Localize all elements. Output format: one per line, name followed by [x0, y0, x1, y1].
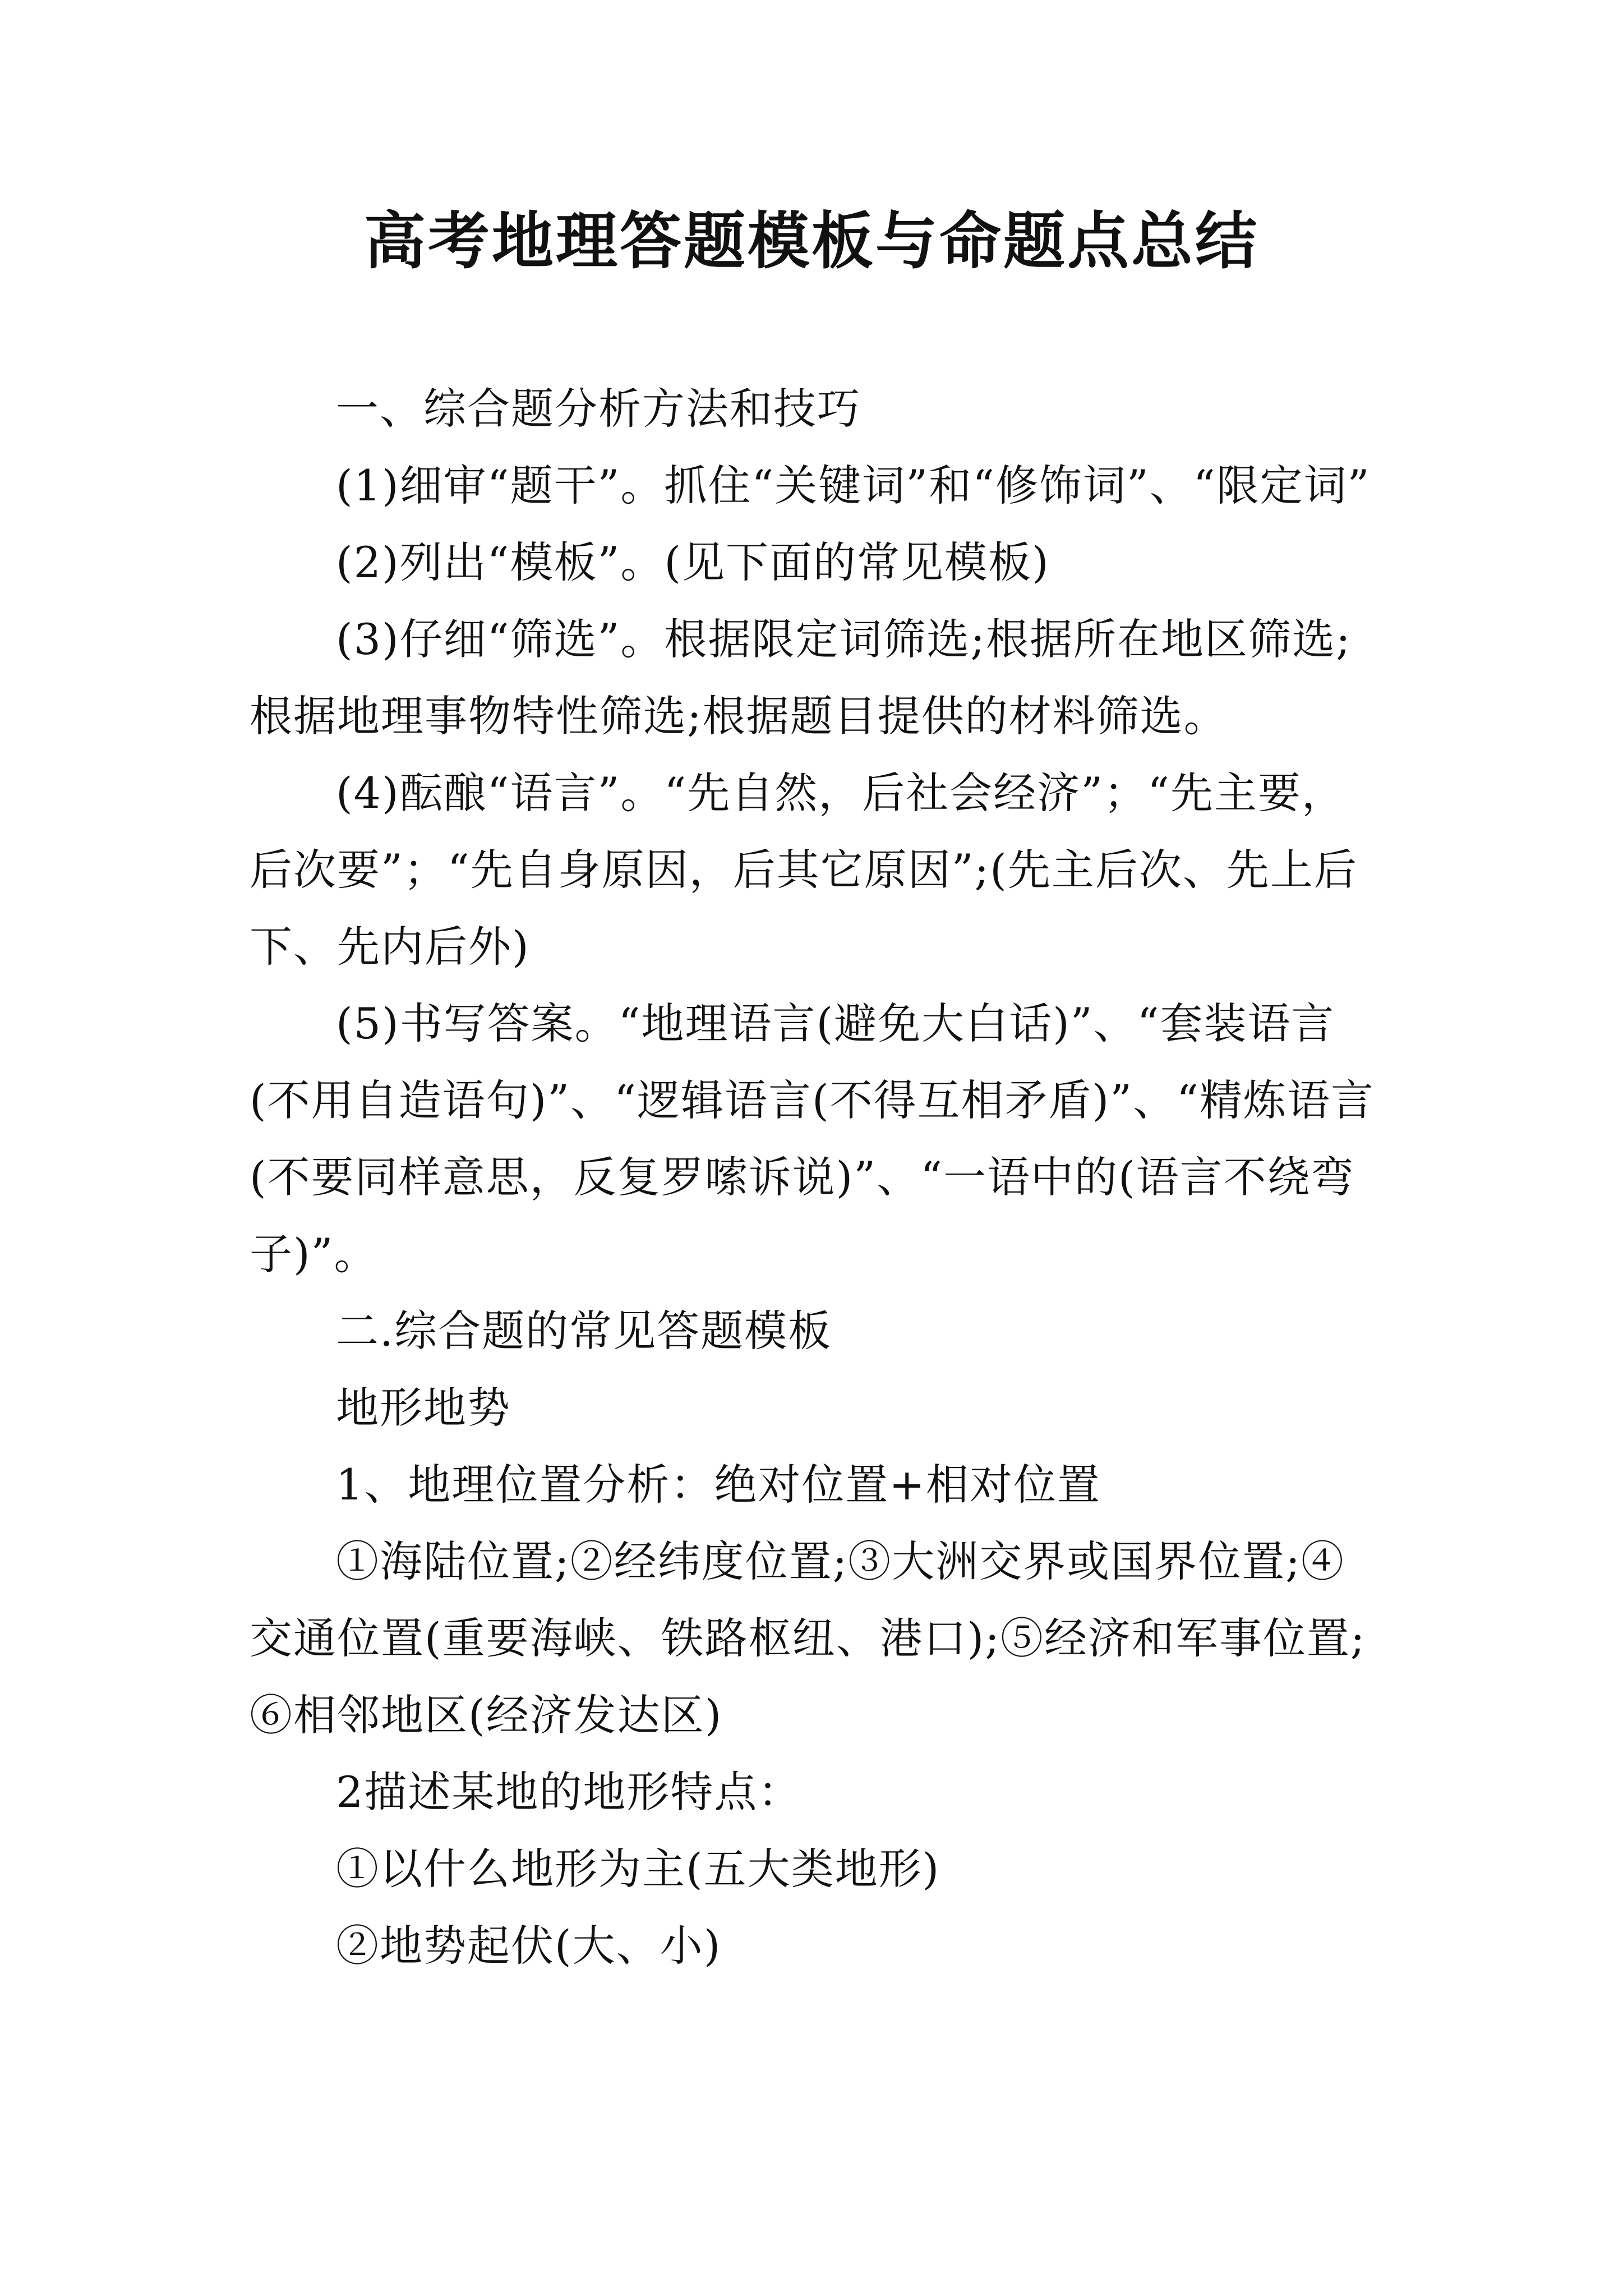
document-body: [250, 370, 1377, 1984]
item-location-analysis: 1、地理位置分析：绝对位置+相对位置: [336, 1460, 1101, 1510]
item-terrain-features: 2描述某地的地形特点：: [336, 1767, 802, 1817]
section-heading-templates: 二.综合题的常见答题模板: [336, 1306, 832, 1356]
item-location-details: ①海陆位置;②经纬度位置;③大洲交界或国界位置;④交通位置(重要海峡、铁路枢纽、港口);⑤经济和军事位置;⑥相邻地区(经济发达区): [250, 1536, 1366, 1740]
paragraph-step-3: (3)仔细“筛选”。根据限定词筛选;根据所在地区筛选;根据地理事物特性筛选;根据题目提供的材料筛选。: [250, 614, 1352, 741]
section-heading-methods: 一、综合题分析方法和技巧: [336, 384, 861, 434]
paragraph-step-1: (1)细审“题干”。抓住“关键词”和“修饰词”、“限定词”: [336, 461, 1371, 510]
paragraph-step-2: (2)列出“模板”。(见下面的常见模板): [336, 537, 1050, 587]
paragraph-step-4: (4)酝酿“语言”。“先自然，后社会经济”；“先主要，后次要”；“先自身原因，后其它原因”;(先主后次、先上后下、先内后外): [250, 768, 1358, 972]
subheading-terrain: 地形地势: [336, 1383, 511, 1433]
document-title: 高考地理答题模板与命题点总结: [364, 205, 1259, 277]
item-terrain-relief: ②地势起伏(大、小): [336, 1921, 722, 1971]
item-terrain-type: ①以什么地形为主(五大类地形): [336, 1844, 940, 1894]
paragraph-step-5: (5)书写答案。“地理语言(避免大白话)”、“套装语言(不用自造语句)”、“逻辑语言(不得互相矛盾)”、“精炼语言(不要同样意思，反复罗嗦诉说)”、“一语中的(语言不绕弯子)”。: [250, 999, 1375, 1279]
